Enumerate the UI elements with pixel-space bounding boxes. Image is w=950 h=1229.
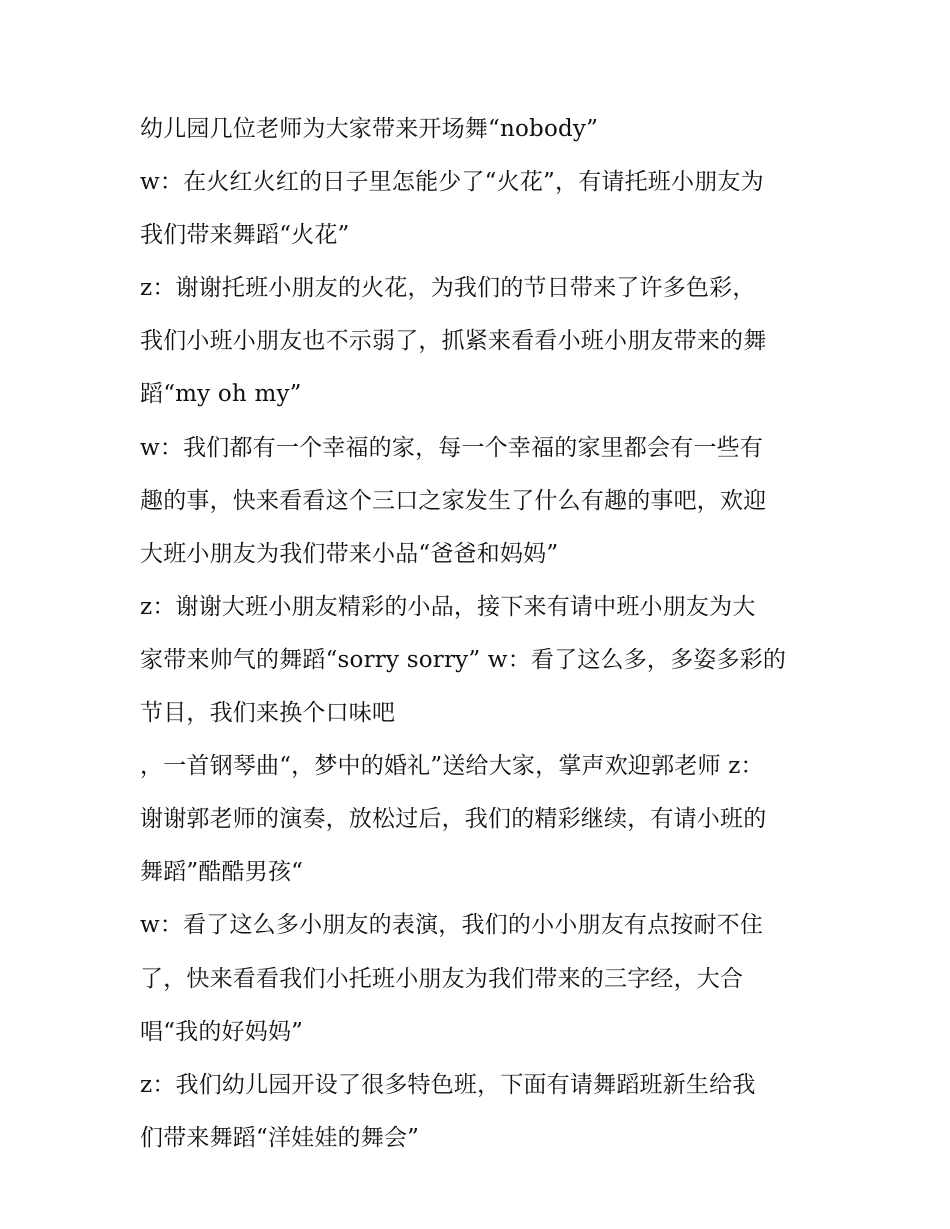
text-line: w：看了这么多小朋友的表演，我们的小小朋友有点按耐不住	[140, 912, 764, 939]
text-line: 节目，我们来换个口味吧	[140, 700, 396, 727]
document-body	[140, 103, 820, 1165]
text-line: 我们小班小朋友也不示弱了，抓紧来看看小班小朋友带来的舞	[140, 328, 767, 355]
text-line: ，一首钢琴曲“，梦中的婚礼”送给大家，掌声欢迎郭老师 z：	[140, 753, 764, 780]
text-line: 趣的事，快来看看这个三口之家发生了什么有趣的事吧，欢迎	[140, 487, 767, 514]
text-line: z：我们幼儿园开设了很多特色班，下面有请舞蹈班新生给我	[140, 1071, 756, 1098]
text-line: 谢谢郭老师的演奏，放松过后，我们的精彩继续，有请小班的	[140, 806, 767, 833]
text-line: 我们带来舞蹈“火花”	[140, 222, 350, 249]
text-line: 家带来帅气的舞蹈“sorry sorry” w：看了这么多，多姿多彩的	[140, 646, 787, 673]
text-line: w：我们都有一个幸福的家，每一个幸福的家里都会有一些有	[140, 434, 764, 461]
text-line: z：谢谢托班小朋友的火花，为我们的节日带来了许多色彩，	[140, 275, 756, 302]
text-line: 了，快来看看我们小托班小朋友为我们带来的三字经，大合	[140, 965, 744, 992]
text-line: z：谢谢大班小朋友精彩的小品，接下来有请中班小朋友为大	[140, 593, 756, 620]
text-line: 幼儿园几位老师为大家带来开场舞“nobody”	[140, 116, 599, 142]
text-line: 舞蹈”酷酷男孩“	[140, 859, 304, 886]
text-line: 唱“我的好妈妈”	[140, 1018, 304, 1045]
text-line: 蹈“my oh my”	[140, 381, 302, 408]
text-line: 们带来舞蹈“洋娃娃的舞会”	[140, 1124, 420, 1151]
text-line: 大班小朋友为我们带来小品“爸爸和妈妈”	[140, 540, 559, 567]
text-line: w：在火红火红的日子里怎能少了“火花”，有请托班小朋友为	[140, 169, 764, 196]
